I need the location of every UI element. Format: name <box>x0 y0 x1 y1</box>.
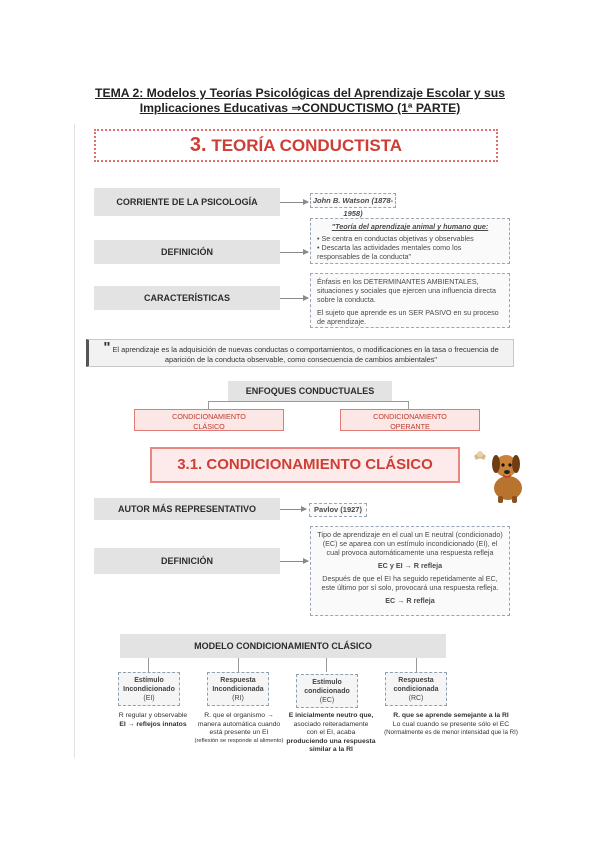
connector <box>148 658 149 672</box>
modelo-box-ec: Estímulo condicionado (EC) <box>296 674 358 708</box>
autor-value-box <box>309 503 367 517</box>
corriente-label-box <box>94 188 280 216</box>
arrow-corriente <box>280 202 308 203</box>
dog-illustration-icon <box>470 444 532 504</box>
autor-label: AUTOR MÁS REPRESENTATIVO <box>117 504 256 514</box>
autor-value: Pavlov (1927) <box>314 505 362 514</box>
connector <box>408 401 409 409</box>
arrow-autor <box>280 509 306 510</box>
condicionamiento-clasico-box <box>134 409 284 431</box>
connector <box>208 401 209 409</box>
section-3-banner <box>94 129 498 162</box>
definicion-31-box <box>310 526 510 616</box>
corriente-value-box <box>310 193 396 218</box>
definicion-31-label-box <box>94 548 280 574</box>
condicionamiento-operante-box <box>340 409 480 431</box>
definicion-box <box>310 218 510 264</box>
def-formula-2: EC → R refleja <box>385 596 435 605</box>
autor-label-box <box>94 498 280 520</box>
left-margin-line <box>74 124 75 758</box>
arrow-definicion-31 <box>280 561 308 562</box>
section-31-title: 3.1. CONDICIONAMIENTO CLÁSICO <box>177 456 433 473</box>
modelo-desc-ec: E inicialmente neutro que, asociado reiteradamente con el EI, acaba produciendo una respuesta similar a la RI <box>286 712 376 753</box>
operante-line-2: OPERANTE <box>390 422 430 431</box>
caract-line-2: El sujeto que aprende es un SER PASIVO en su proceso de aprendizaje. <box>317 308 499 326</box>
modelo-title: MODELO CONDICIONAMIENTO CLÁSICO <box>194 641 372 651</box>
def-text-1: Tipo de aprendizaje en el cual un E neutral (condicionado) (EC) se aparea con un estímulo incondicionado (EI), el cual provoca automáticamente una respuesta refleja <box>317 530 503 557</box>
definicion-label: DEFINICIÓN <box>160 247 213 257</box>
clasico-line-2: CLÁSICO <box>193 422 225 431</box>
modelo-desc-rc: R. que se aprende semejante a la RI Lo cual cuando se presente sólo el EC (Normalmente es de menor intensidad que la RI) <box>384 712 518 736</box>
def-formula-1: EC y EI → R refleja <box>377 561 443 570</box>
definicion-item-2: • Descarta las actividades mentales como los responsables de la conducta" <box>317 243 462 261</box>
corriente-label: CORRIENTE DE LA PSICOLOGÍA <box>116 197 258 207</box>
connector <box>326 658 327 672</box>
modelo-desc-ei: R regular y observable EI → reflejos innatos <box>118 712 188 728</box>
definicion-item-1: • Se centra en conductas objetivas y observables <box>317 234 474 243</box>
arrow-caracteristicas <box>280 298 308 299</box>
title-line-1: TEMA 2: Modelos y Teorías Psicológicas del Aprendizaje Escolar y sus <box>95 86 505 100</box>
document-title <box>80 86 520 116</box>
modelo-box-ri: Respuesta Incondicionada (RI) <box>207 672 269 706</box>
aprendizaje-quote <box>86 339 514 367</box>
caracteristicas-label-box <box>94 286 280 310</box>
caract-line-1: Énfasis en los DETERMINANTES AMBIENTALES, situaciones y sociales que ejercen una influencia directa sobre la conducta. <box>317 277 496 304</box>
definicion-31-label: DEFINICIÓN <box>160 556 213 566</box>
modelo-desc-ri: R. que el organismo → manera automática cuando está presente un EI (reflexión se responde al alimento) <box>194 712 284 744</box>
enfoques-title: ENFOQUES CONDUCTUALES <box>245 386 375 396</box>
section-title: TEORÍA CONDUCTISTA <box>211 136 403 155</box>
clasico-line-1: CONDICIONAMIENTO <box>172 412 246 421</box>
section-number: 3. <box>189 134 207 156</box>
arrow-definicion <box>280 252 308 253</box>
definicion-label-box <box>94 240 280 264</box>
enfoques-title-box <box>228 381 392 401</box>
quote-mark: " <box>103 339 111 356</box>
def-text-2: Después de que el EI ha seguido repetidamente al EC, este último por sí solo, provocará una respuesta refleja. <box>321 574 499 592</box>
connector <box>416 658 417 672</box>
modelo-box-rc: Respuesta condicionada (RC) <box>385 672 447 706</box>
modelo-box-ei: Estímulo Incondicionado (EI) <box>118 672 180 706</box>
modelo-title-box <box>120 634 446 658</box>
caracteristicas-label: CARACTERÍSTICAS <box>143 293 230 303</box>
definicion-head: "Teoría del aprendizaje animal y humano que: <box>331 222 489 231</box>
title-line-2: Implicaciones Educativas ⇒CONDUCTISMO (1ª PARTE) <box>139 101 461 115</box>
quote-text: El aprendizaje es la adquisición de nuevas conductas o comportamientos, o modificaciones en la tasa o frecuencia de aparición de la conducta observable, como consecuencia de cambios ambientales" <box>112 345 499 364</box>
operante-line-1: CONDICIONAMIENTO <box>373 412 447 421</box>
caracteristicas-box <box>310 273 510 328</box>
connector <box>238 658 239 672</box>
section-31-banner <box>150 447 460 483</box>
corriente-value: John B. Watson (1878-1958) <box>312 196 394 218</box>
connector <box>208 401 408 402</box>
